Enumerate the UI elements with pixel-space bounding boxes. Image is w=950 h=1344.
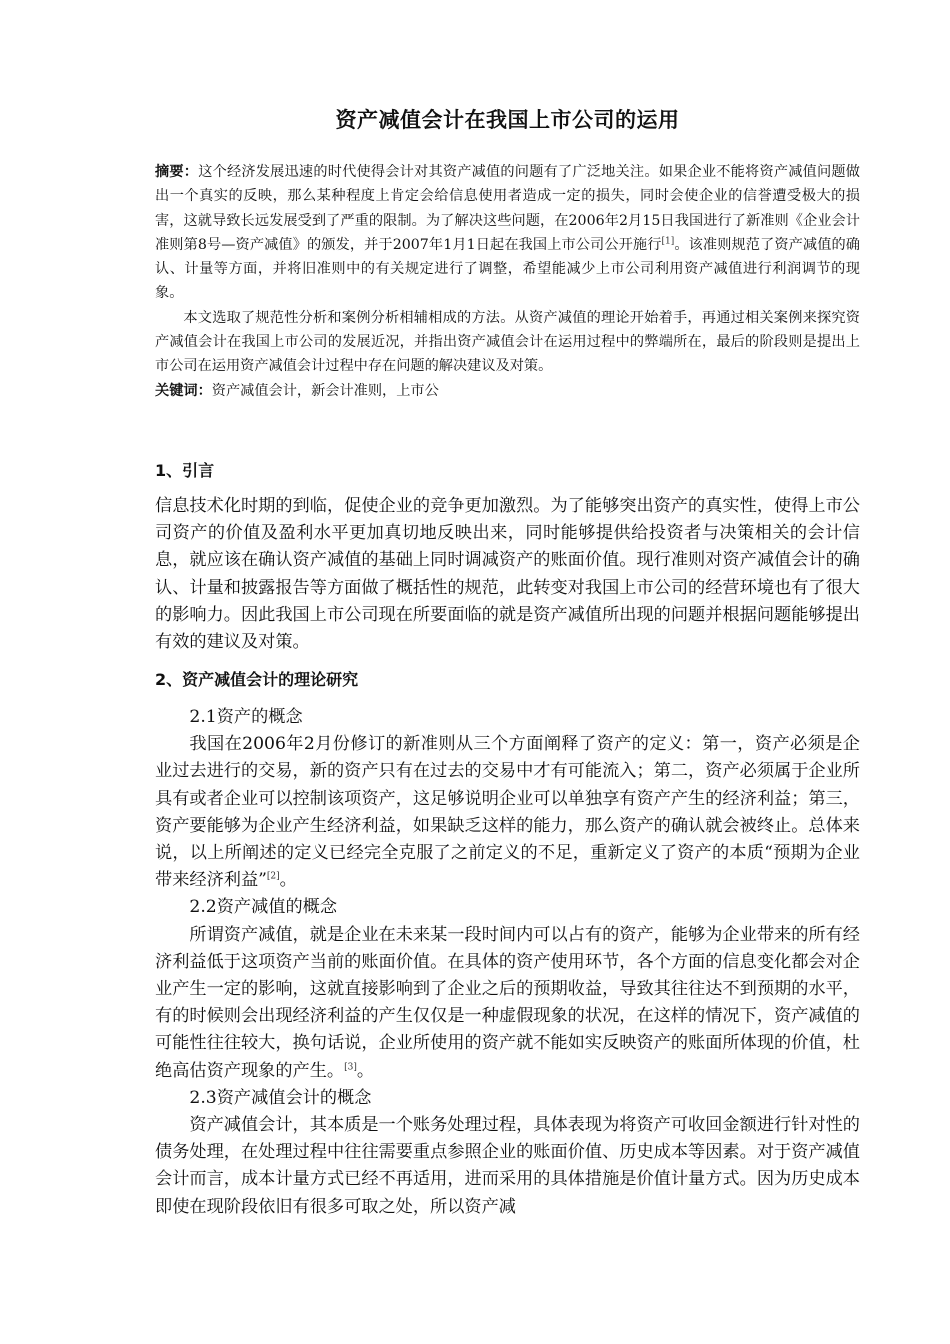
abstract-paragraph-1 (155, 160, 860, 306)
keywords-line (155, 379, 860, 403)
subsection-2-1-tail: 。 (279, 870, 297, 891)
keywords-text: 资产减值会计，新会计准则，上市公 (211, 382, 439, 399)
section-1-body (155, 493, 860, 656)
subsection-2-3-heading: 2.3资产减值会计的概念 (189, 1087, 372, 1108)
subsection-2-2-tail: 。 (356, 1060, 375, 1081)
subsection-2-2-text: 所谓资产减值，就是企业在未来某一段时间内可以占有的资产，能够为企业带来的所有经济利益低于这项资产当前的账面价值。在具体的资产使用环节，各个方面的信息变化都会对企业产生一定的影响，这就直接影响到了企业之后的预期收益，导致其往往达不到预期的水平，有的时候则会出现经济利益的产生仅仅是一种虚假现象的状况，在这样的情况下，资产减值的可能性往往较大，换句话说，企业所使用的资产就不能如实反映资产的账面所体现的价值，杜绝高估资产现象的产生。 (155, 924, 860, 1081)
subsection-2-2-heading: 2.2资产减值的概念 (189, 897, 338, 918)
abstract-paragraph-2: 本文选取了规范性分析和案例分析相辅相成的方法。从资产减值的理论开始着手，再通过相关案例来探究资产减值会计在我国上市公司的发展近况，并指出资产减值会计在运用过程中的弊端所在，最后的阶段则是提出上市公司在运用资产减值会计过程中存在问题的解决建议及对策。 (155, 309, 860, 375)
citation-ref: [3] (344, 1061, 357, 1072)
citation-ref: [1] (661, 236, 675, 247)
document-title: 资产减值会计在我国上市公司的运用 (335, 108, 680, 132)
abstract-label: 摘要： (155, 164, 199, 180)
abstract-text: 这个经济发展迅速的时代使得会计对其资产减值的问题有了广泛地关注。如果企业不能将资产减值问题做出一个真实的反映，那么某种程度上肯定会给信息使用者造成一定的损失，同时会使企业的信誉遭受极大的损害，这就导致长远发展受到了严重的限制。为了解决这些问题，在2006年2月15日我国进行了新准则《企业会计准则第8号—资产减值》的颁发，并于2007年1月1日起在我国上市公司公开施行 (155, 164, 860, 253)
keywords-label: 关键词： (155, 382, 212, 399)
subsection-2-1-text: 我国在2006年2月份修订的新准则从三个方面阐释了资产的定义：第一，资产必须是企业过去进行的交易，新的资产只有在过去的交易中才有可能流入；第二，资产必须属于企业所具有或者企业可以控制该项资产，这足够说明企业可以单独享有资产产生的经济利益；第三，资产要能够为企业产生经济利益，如果缺乏这样的能力，那么资产的确认就会被终止。总体来说，以上所阐述的定义已经完全克服了之前定义的不足，重新定义了资产的本质“预期为企业带来经济利益” (155, 734, 860, 891)
citation-ref: [2] (266, 871, 280, 882)
subsection-2-2-paragraph (155, 922, 860, 1085)
subsection-2-3-paragraph: 资产减值会计，其本质是一个账务处理过程，具体表现为将资产可收回金额进行针对性的债务处理，在处理过程中往往需要重点参照企业的账面价值、历史成本等因素。对于资产减值会计而言，成本计量方式已经不再适用，进而采用的具体措施是价值计量方式。因为历史成本即使在现阶段依旧有很多可取之处，所以资产减 (155, 1115, 860, 1217)
subsection-2-1-paragraph (155, 731, 860, 894)
section-1-heading: 1、引言 (155, 461, 215, 480)
section-1-paragraph: 信息技术化时期的到临，促使企业的竞争更加激烈。为了能够突出资产的真实性，使得上市公司资产的价值及盈利水平更加真切地反映出来，同时能够提供给投资者与决策相关的会计信息，就应该在确认资产减值的基础上同时调减资产的账面价值。现行准则对资产减值会计的确认、计量和披露报告等方面做了概括性的规范，此转变对我国上市公司的经营环境也有了很大的影响力。因此我国上市公司现在所要面临的就是资产减值所出现的问题并根据问题能够提出有效的建议及对策。 (155, 496, 860, 653)
subsection-2-1-heading: 2.1资产的概念 (189, 707, 303, 727)
abstract-block (155, 160, 860, 403)
section-2-heading: 2、资产减值会计的理论研究 (155, 670, 359, 689)
section-2-body (155, 704, 860, 1221)
abstract-text-tail: 。该准则规范了资产减值的确认、计量等方面，并将旧准则中的有关规定进行了调整，希望能减少上市公司利用资产减值进行利润调节的现象。 (155, 236, 860, 302)
